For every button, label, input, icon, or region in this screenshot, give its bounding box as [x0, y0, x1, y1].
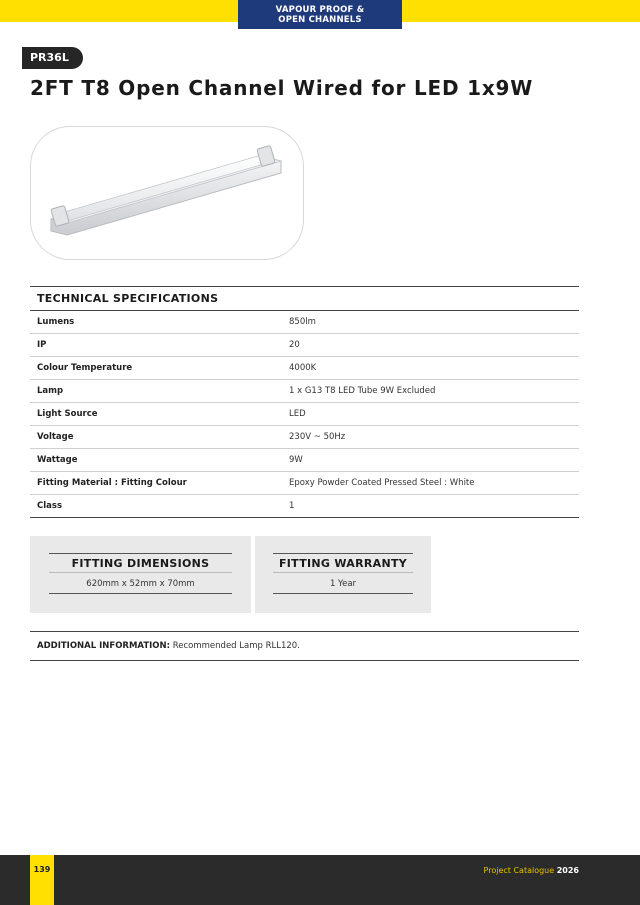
spec-row — [30, 311, 579, 334]
spec-label: IP — [37, 340, 47, 350]
spec-value: 4000K — [289, 363, 317, 373]
catalogue-year: 2026 — [556, 866, 579, 875]
spec-value: 1 — [289, 501, 295, 511]
page-title: 2FT T8 Open Channel Wired for LED 1x9W — [30, 76, 534, 100]
spec-value: 1 x G13 T8 LED Tube 9W Excluded — [289, 386, 436, 396]
spec-row — [30, 426, 579, 449]
fitting-warranty-value: 1 Year — [273, 574, 413, 594]
spec-value: Epoxy Powder Coated Pressed Steel : White — [289, 478, 475, 488]
spec-row — [30, 472, 579, 495]
section-tab-line1: VAPOUR PROOF & — [275, 5, 365, 15]
spec-row — [30, 495, 579, 518]
spec-row — [30, 380, 579, 403]
specs-heading: TECHNICAL SPECIFICATIONS — [30, 286, 579, 311]
technical-specifications-table — [30, 286, 579, 518]
fitting-warranty-title: FITTING WARRANTY — [273, 553, 413, 573]
spec-label: Fitting Material : Fitting Colour — [37, 478, 187, 488]
spec-value: 9W — [289, 455, 303, 465]
additional-information — [30, 631, 579, 661]
spec-value: 850lm — [289, 317, 316, 327]
product-image — [30, 126, 304, 260]
spec-label: Lamp — [37, 386, 64, 396]
fitting-warranty-box — [255, 536, 431, 613]
additional-information-label: ADDITIONAL INFORMATION: — [37, 641, 171, 651]
section-tab-line2: OPEN CHANNELS — [278, 15, 362, 25]
spec-value: LED — [289, 409, 306, 419]
fitting-dimensions-title: FITTING DIMENSIONS — [49, 553, 232, 573]
batten-light-fixture-icon — [31, 127, 304, 260]
spec-row — [30, 357, 579, 380]
spec-label: Class — [37, 501, 63, 511]
fitting-dimensions-box — [30, 536, 251, 613]
footer-bar — [0, 855, 640, 905]
spec-label: Lumens — [37, 317, 75, 327]
spec-row — [30, 403, 579, 426]
spec-row — [30, 449, 579, 472]
product-code-badge: PR36L — [22, 47, 83, 69]
page-number: 139 — [30, 855, 54, 905]
spec-value: 230V ~ 50Hz — [289, 432, 346, 442]
spec-value: 20 — [289, 340, 300, 350]
spec-label: Colour Temperature — [37, 363, 133, 373]
fitting-dimensions-value: 620mm x 52mm x 70mm — [49, 574, 232, 594]
catalogue-name: Project Catalogue — [483, 866, 555, 875]
spec-row — [30, 334, 579, 357]
spec-label: Wattage — [37, 455, 78, 465]
section-tab — [238, 0, 402, 29]
additional-information-text: Recommended Lamp RLL120. — [170, 641, 300, 651]
spec-label: Voltage — [37, 432, 74, 442]
spec-label: Light Source — [37, 409, 98, 419]
catalogue-label — [484, 866, 579, 875]
